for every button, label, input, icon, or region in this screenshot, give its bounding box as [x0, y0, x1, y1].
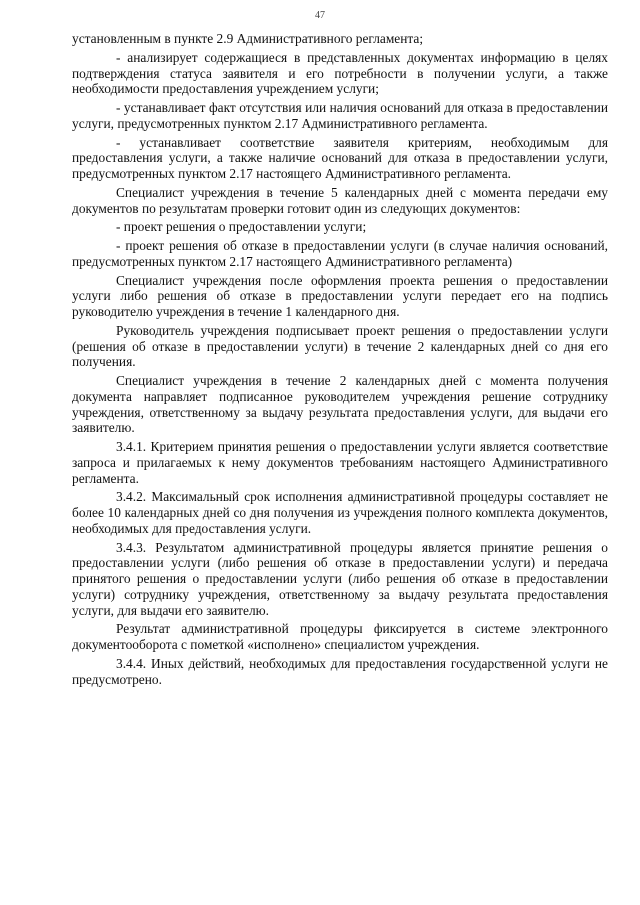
paragraph: Руководитель учреждения подписывает проект решения о предоставлении услуги (решения об отказе в предоставлении услуги) в течение 2 календарных дней со дня его получения. — [72, 322, 608, 370]
paragraph: 3.4.2. Максимальный срок исполнения административной процедуры составляет не более 10 календарных дней со дня получения из учреждения полного комплекта документов, необходимых для предоставления услуги. — [72, 489, 608, 536]
paragraph: - проект решения о предоставлении услуги; — [116, 219, 367, 235]
paragraph: Специалист учреждения после оформления проекта решения о предоставлении услуги либо решения об отказе в предоставлении услуги передает его на подпись руководителю учреждения в течение 1 календарного дня. — [72, 272, 608, 319]
page-number: 47 — [315, 10, 325, 21]
document-body — [72, 31, 608, 690]
paragraph: - устанавливает факт отсутствия или наличия оснований для отказа в предоставлении услуги, предусмотренных пунктом 2.17 Административного регламента. — [72, 100, 608, 131]
paragraph: Специалист учреждения в течение 5 календарных дней с момента передачи ему документов по результатам проверки готовит один из следующих документов: — [72, 184, 608, 216]
paragraph: установленным в пункте 2.9 Административного регламента; — [72, 31, 424, 46]
paragraph: 3.4.1. Критерием принятия решения о предоставлении услуги является соответствие запроса и прилагаемых к нему документов требованиям настоящего Административного регламента. — [72, 439, 608, 486]
paragraph: - устанавливает соответствие заявителя критериям, необходимым для предоставления услуги, а также наличие оснований для отказа в предоставлении услуги, предусмотренных пунктом 2.17 настоящего Административного регламента. — [72, 134, 608, 181]
paragraph: Специалист учреждения в течение 2 календарных дней с момента получения документа направляет подписанное руководителем учреждения решение сотруднику учреждения, ответственному за выдачу результата предоставления услуги, для выдачи его заявителю. — [72, 373, 608, 436]
paragraph: Результат административной процедуры фиксируется в системе электронного документооборота с пометкой «исполнено» специалистом учреждения. — [72, 621, 608, 652]
paragraph: - проект решения об отказе в предоставлении услуги (в случае наличия оснований, предусмотренных пунктом 2.17 настоящего Административного регламента) — [72, 238, 608, 269]
paragraph: - анализирует содержащиеся в представленных документах информацию в целях подтверждения статуса заявителя и его потребности в получении услуги, а также необходимости предоставления учреждением услуги; — [72, 49, 608, 97]
paragraph: 3.4.3. Результатом административной процедуры является принятие решения о предоставлении услуги (либо решения об отказе в предоставлении услуги) и передача принятого решения о предоставлении услуги (либо решения об отказе в предоставлении услуги) сотруднику учреждения, ответственному за выдачу результата предоставления услуги, для выдачи его заявителю. — [72, 539, 608, 618]
paragraph: 3.4.4. Иных действий, необходимых для предоставления государственной услуги не предусмотрено. — [72, 655, 608, 687]
